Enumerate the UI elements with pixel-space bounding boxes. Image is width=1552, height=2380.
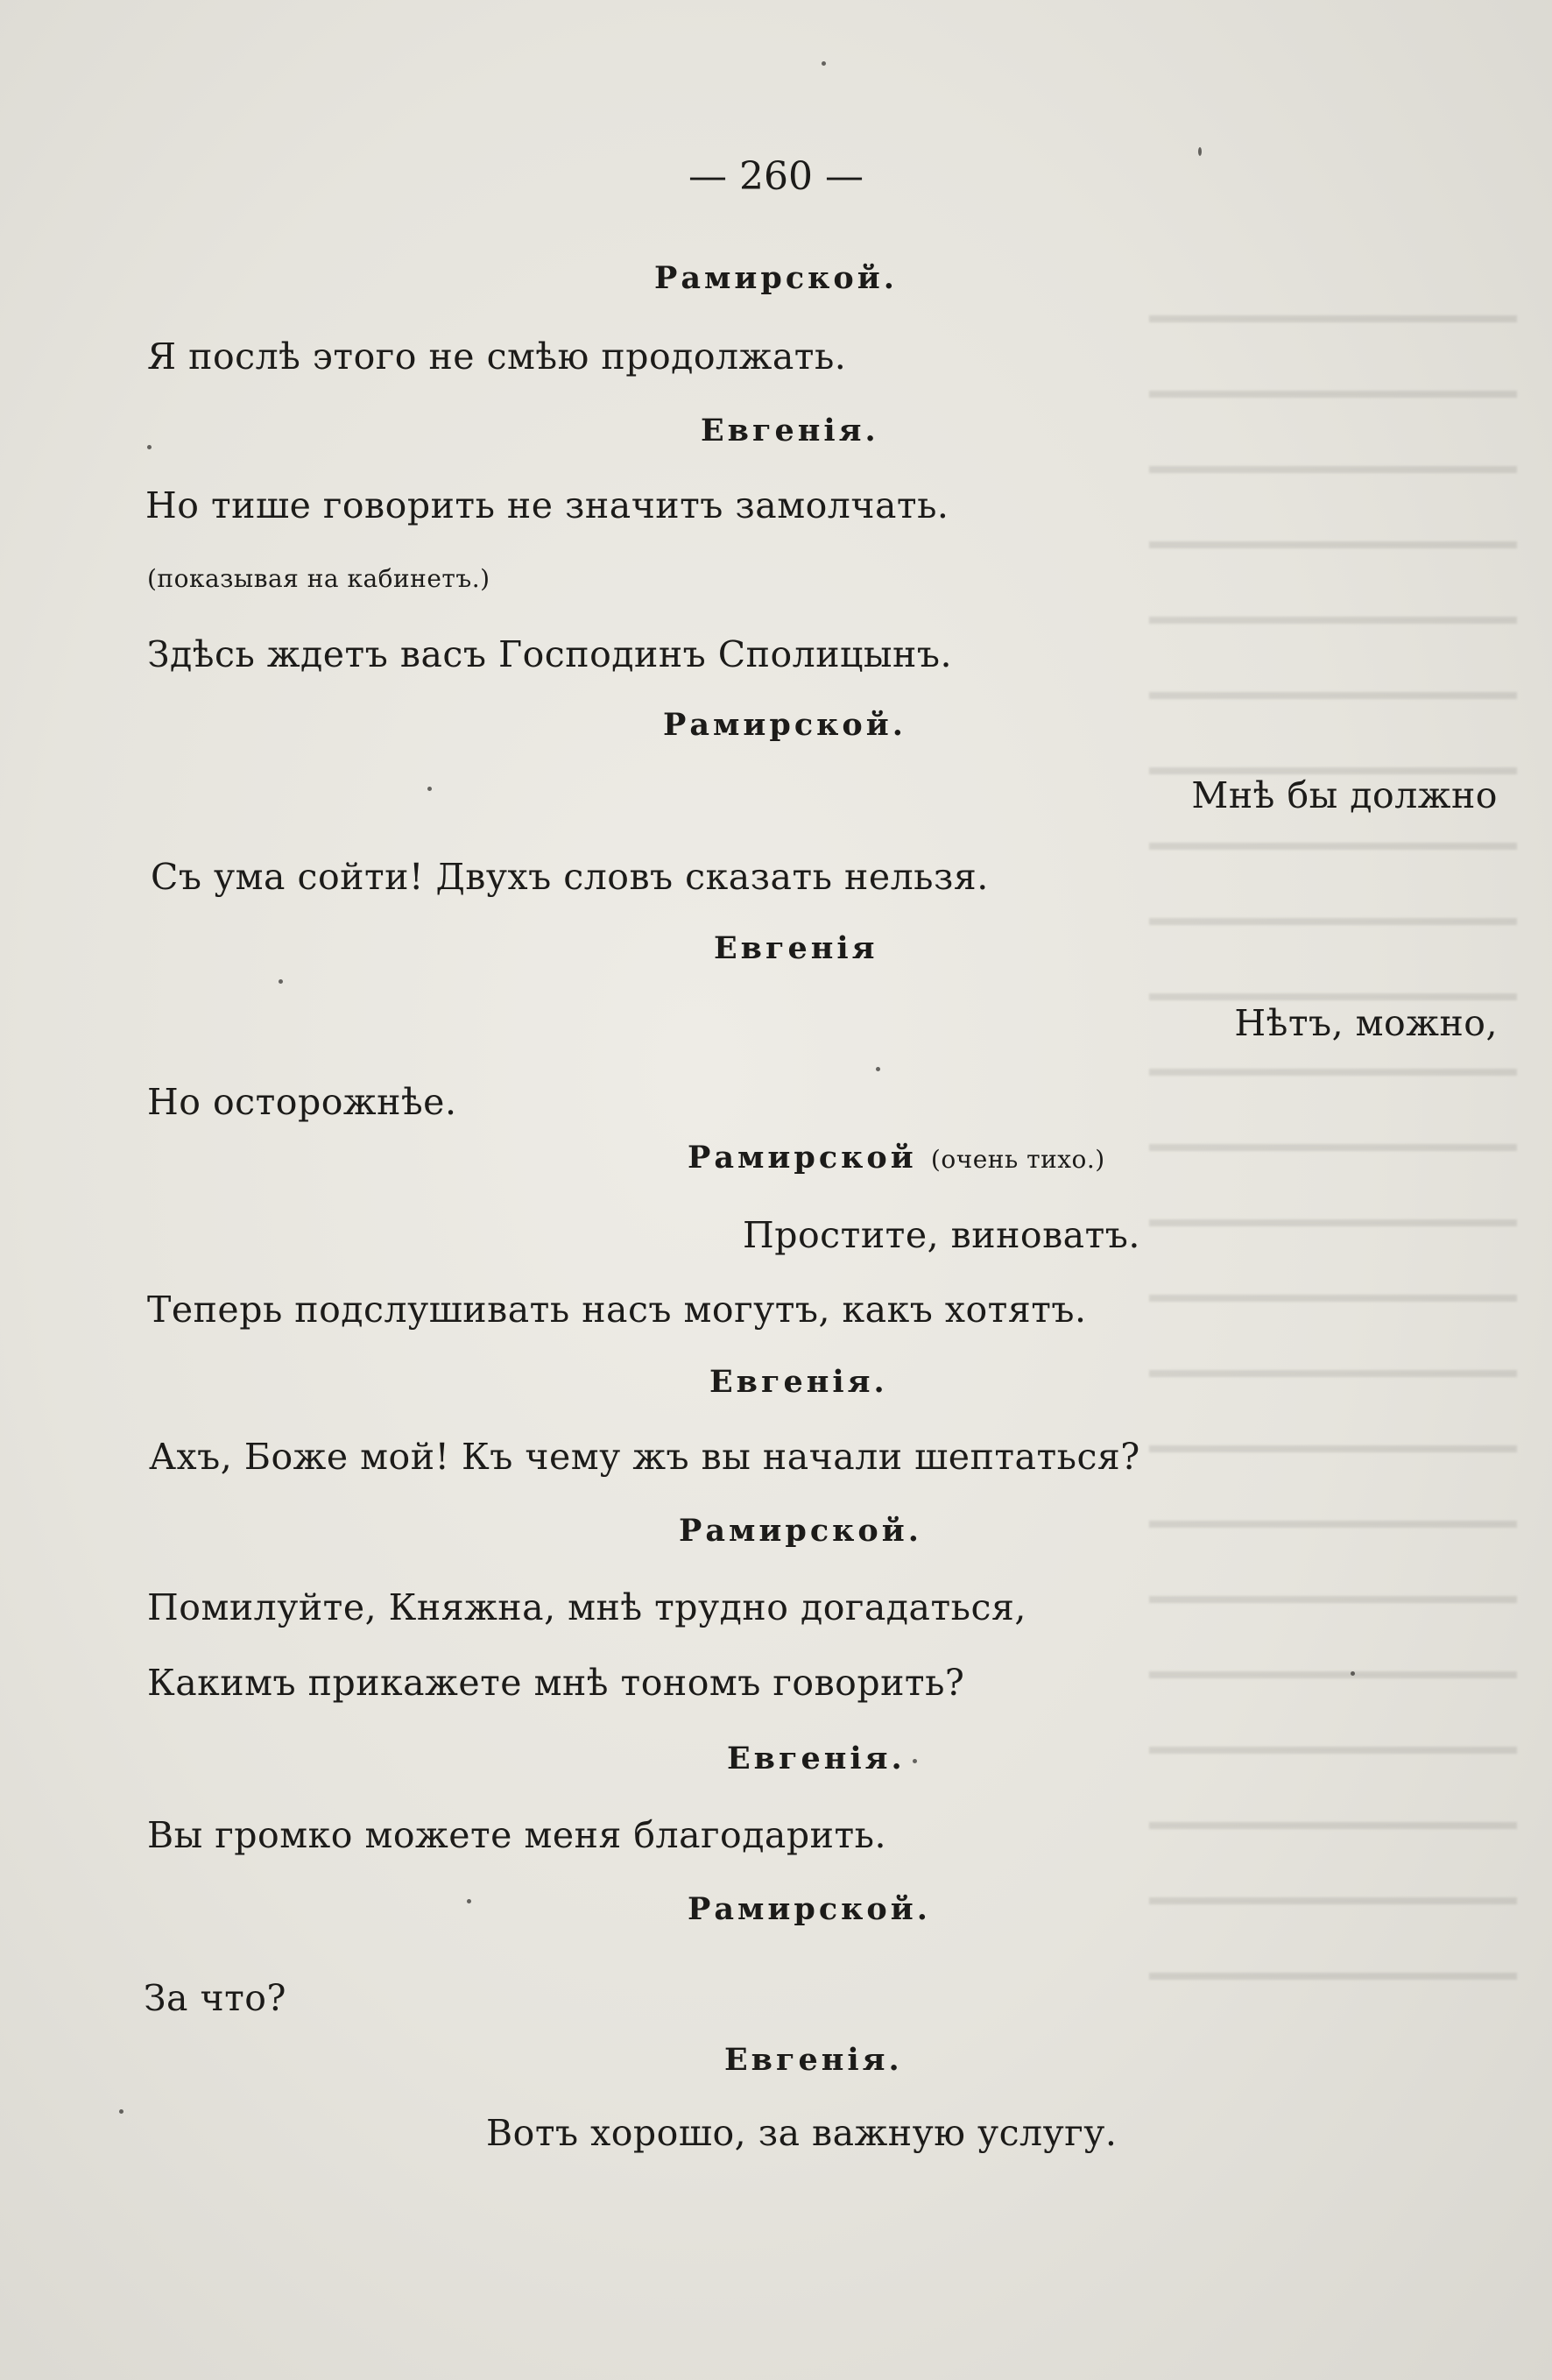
verse-line: Вы громко можете меня благодарить. bbox=[147, 1814, 886, 1856]
paper-speck bbox=[279, 979, 283, 984]
paper-speck bbox=[147, 445, 152, 449]
verse-line: Теперь подслушивать насъ могутъ, какъ хотятъ. bbox=[147, 1289, 1087, 1331]
stage-direction: (очень тихо.) bbox=[930, 1145, 1105, 1174]
paper-speck bbox=[119, 2109, 123, 2114]
speaker-name: Рамирской. bbox=[663, 707, 907, 743]
paper-speck bbox=[876, 1067, 880, 1071]
page-number: — 260 — bbox=[688, 154, 864, 199]
verse-line: Я послѣ этого не смѣю продолжать. bbox=[147, 335, 847, 378]
verse-line: Какимъ прикажете мнѣ тономъ говорить? bbox=[147, 1662, 965, 1704]
paper-speck bbox=[822, 61, 826, 66]
speaker-name: Рамирской. bbox=[679, 1513, 922, 1549]
verse-line: Вотъ хорошо, за важную услугу. bbox=[486, 2112, 1118, 2154]
verse-line: Простите, виноватъ. bbox=[743, 1214, 1140, 1256]
paper-speck bbox=[467, 1899, 471, 1903]
verse-line: Нѣтъ, можно, bbox=[1234, 1002, 1498, 1044]
speaker-name: Евгенія. bbox=[709, 1364, 888, 1400]
verse-line: Здѣсь ждетъ васъ Господинъ Сполицынъ. bbox=[147, 633, 952, 675]
speaker-name: Рамирской. bbox=[654, 260, 898, 296]
speaker-name: Евгенія. bbox=[701, 413, 879, 448]
verse-line: Но тише говорить не значитъ замолчать. bbox=[145, 484, 949, 526]
speaker-name: Евгенія bbox=[714, 930, 878, 966]
verse-line: Но осторожнѣе. bbox=[147, 1081, 457, 1123]
verse-line: Помилуйте, Княжна, мнѣ трудно догадаться, bbox=[147, 1586, 1026, 1628]
paper-speck bbox=[913, 1759, 917, 1763]
speaker-name: Рамирской. bbox=[688, 1891, 931, 1927]
verse-line: Ахъ, Боже мой! Къ чему жъ вы начали шептаться? bbox=[149, 1436, 1140, 1478]
bleed-through-text bbox=[1149, 289, 1517, 2023]
verse-line: Съ ума сойти! Двухъ словъ сказать нельзя. bbox=[151, 856, 989, 898]
paper-speck bbox=[427, 787, 432, 791]
verse-line: За что? bbox=[144, 1977, 286, 2019]
speaker-name: Рамирской bbox=[688, 1140, 917, 1176]
speaker-name: Евгенія. bbox=[724, 2042, 903, 2078]
stage-direction: (показывая на кабинетъ.) bbox=[147, 564, 490, 593]
speaker-line bbox=[688, 1136, 1105, 1182]
speaker-name: Евгенія. bbox=[727, 1741, 906, 1776]
paper-speck bbox=[1351, 1671, 1355, 1676]
verse-line: Мнѣ бы должно bbox=[1191, 774, 1498, 816]
